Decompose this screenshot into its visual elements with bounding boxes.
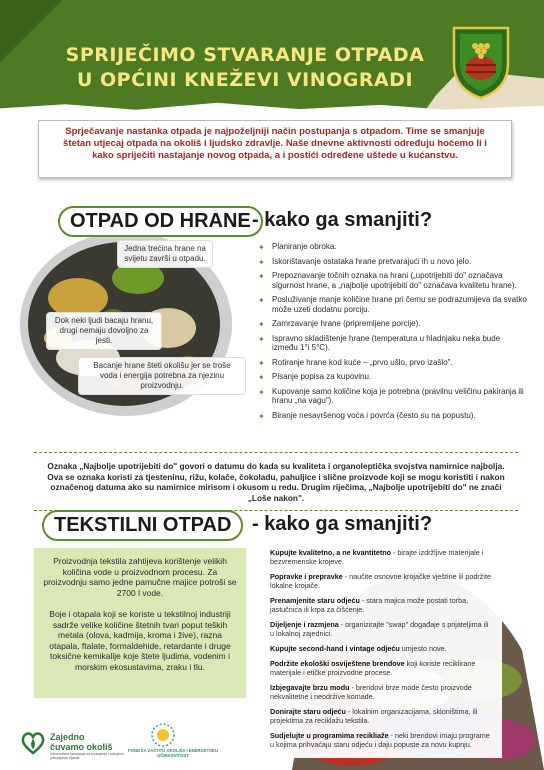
textile-waste-heading xyxy=(42,510,243,541)
leaf-bullet-icon: ✦ xyxy=(258,373,265,382)
list-item: ✦ Pisanje popisa za kupovinu. xyxy=(258,372,372,382)
food-waste-heading xyxy=(58,206,263,237)
list-item: Prenamjenite staru odjeću - stara majica može postati torba, jastučnica ili krpa za čišćenje. xyxy=(270,596,469,614)
list-item: ✦ Kupovanje samo količine koja je potrebna (pravilnu veličinu pakiranja ili hranu „na vagu"). xyxy=(258,386,524,405)
list-item: Sudjelujte u programima recikliaže - neki brendovi imaju programe u kojima prihvaćaju staru odjeću i daju popuste za novu kupnju. xyxy=(270,731,490,749)
list-item: Popravke i prepravke - naučite osnovne krojačke vještine ili podržite lokalne krojače. xyxy=(270,572,491,590)
list-item: ✦ Rotiranje hrane kod kuće – „prvo ušlo, prvo izašlo". xyxy=(258,357,453,368)
textile-fact-chemicals: Boje i otapala koji se koriste u tekstilnoj industriji sadrže velike količine štetnih tvari poput teških metala (olova, kadmija, kroma i žive), razna otapala, ftalate, formaldehide, retardante i druge toksične kemikalije koje štete ljudima, vodenim i morskim ekosustavima, zraku i tlu. xyxy=(49,609,231,672)
food-fact-bubble-1: Jedna trećina hrane na svijetu završi u otpadu. xyxy=(117,240,213,268)
food-fact-bubble-2: Dok neki ljudi bacaju hranu, drugi nemaju dovoljno za jesti. xyxy=(46,312,162,350)
list-item: Kupujte second-hand i vintage odjeću umjesto nove. xyxy=(270,644,447,653)
heart-leaf-icon xyxy=(20,730,46,756)
leaf-bullet-icon: ✦ xyxy=(258,411,265,421)
leaf-bullet-icon: ✦ xyxy=(258,320,265,329)
list-item: Kupujte kvalitetno, a ne kvantitetno - birajte izdržljive materijale i bezvremenske krojeve. xyxy=(270,548,484,566)
list-item: ✦ Biranje nesavršenog voća i povrća (često su na popustu). xyxy=(258,410,476,421)
textile-waste-title: TEKSTILNI OTPAD xyxy=(42,510,243,541)
list-item: ✦ Ispravno skladištenje hrane (temperatura u hladnjaku neka bude između 1°i 5°C). xyxy=(258,333,501,352)
best-before-note: Oznaka „Najbolje upotrijebiti do" govori o datumu do kada su kvaliteta i organoleptička svojstva namirnice najbolja. Ova se oznaka koristi za tjesteninu, rižu, kolače, čokoladu, pahuljice i slične proizvode koji se mogu koristiti i nakon označenog datuma ako su namirnice mirisom i okusom u redu. Drugim riječima, „Najbolje upotrijebiti do" ne znači „Loše nakon". xyxy=(34,452,518,511)
textile-waste-subtitle: - kako ga smanjiti? xyxy=(252,513,433,535)
page-title-line2: U OPĆINI KNEŽEVI VINOGRADI xyxy=(76,69,414,91)
leaf-bullet-icon: ✦ xyxy=(258,387,265,397)
leaf-bullet-icon: ✦ xyxy=(258,358,265,368)
logo-zcu-subtitle: Informativna kampanja za smanjenje i odvojeno prikupljanje otpada xyxy=(50,752,124,760)
food-waste-title: OTPAD OD HRANE xyxy=(58,206,263,237)
leaf-bullet-icon: ✦ xyxy=(258,296,265,305)
header-corner-decoration xyxy=(0,0,62,62)
leaf-bullet-icon: ✦ xyxy=(258,334,265,344)
municipality-crest-icon xyxy=(450,24,512,100)
textile-fact-water: Proizvodnja tekstila zahtijeva korištenje velikih količina vode u proizvodnom procesu. Za proizvodnju samo jedne pamučne majice potroši se 2700 l vode. xyxy=(43,556,237,598)
logo-zcu-title: Zajedno čuvamo okoliš xyxy=(50,732,113,752)
food-waste-subtitle: - kako ga smanjiti? xyxy=(252,209,433,231)
list-item: ✦ Prepoznavanje točnih oznaka na hrani („upotrijebiti do" označava sigurnost hrane, a „najbolje upotrijebiti do" označava kvalitetu hrane). xyxy=(258,271,517,290)
textile-tips-panel xyxy=(262,545,502,758)
header-banner xyxy=(0,0,544,112)
list-item: Izbjegavajte brzu modu - brendovi brze mode često proizvode nekvalitetne i neodržive komade. xyxy=(270,683,472,701)
food-fact-bubble-3: Bacanje hrane šteti okolišu jer se troše voda i energija potrebna za njezinu proizvodnju. xyxy=(78,357,246,395)
fzoeu-sun-icon xyxy=(150,722,176,748)
textile-facts-box xyxy=(34,548,246,698)
list-item: ✦ Iskorištavanje ostataka hrane pretvarajući ih u novo jelo. xyxy=(258,256,472,267)
list-item: ✦ Posluživanje manje količine hrane pri čemu se podrazumijeva da svatko može uzeti dodatnu porciju. xyxy=(258,295,527,314)
list-item: Dijeljenje i razmjena - organizirajte "swap" događaje s prijateljima ili u lokalnoj zajednici. xyxy=(270,620,489,638)
leaf-bullet-icon: ✦ xyxy=(258,272,265,281)
list-item: Donirajte staru odjeću - lokalnim organizacijama, skloništima, ili projektima za reciklažu tekstila. xyxy=(270,707,478,725)
food-tips-list xyxy=(258,242,528,425)
fzoeu-logo xyxy=(128,722,218,766)
intro-box: Sprječavanje nastanka otpada je najpoželjniji način postupanja s otpadom. Time se smanjuje štetan utjecaj otpada na okoliš i ljudsko zdravlje. Naše dnevne aktivnosti određuju hoćemo li i kako spriječiti nastajanje novog otpada, a i postići određene uštede u kućanstvu. xyxy=(38,120,512,178)
list-item: ✦ Planiranje obroka. xyxy=(258,242,337,252)
leaf-bullet-icon: ✦ xyxy=(258,257,265,267)
leaf-bullet-icon: ✦ xyxy=(258,243,265,252)
page-title-line1: SPRIJEČIMO STVARANJE OTPADA xyxy=(65,44,425,66)
fzoeu-label: FOND ZA ZAŠTITU OKOLIŠA I ENERGETSKU UČINKOVITOST xyxy=(128,748,218,758)
list-item: Podržite ekološki osviještene brendove koji koriste reciklirane materijale i etičke proizvodne procese. xyxy=(270,659,476,677)
list-item: ✦ Zamrzavanje hrane (pripremljene porcije). xyxy=(258,319,421,329)
